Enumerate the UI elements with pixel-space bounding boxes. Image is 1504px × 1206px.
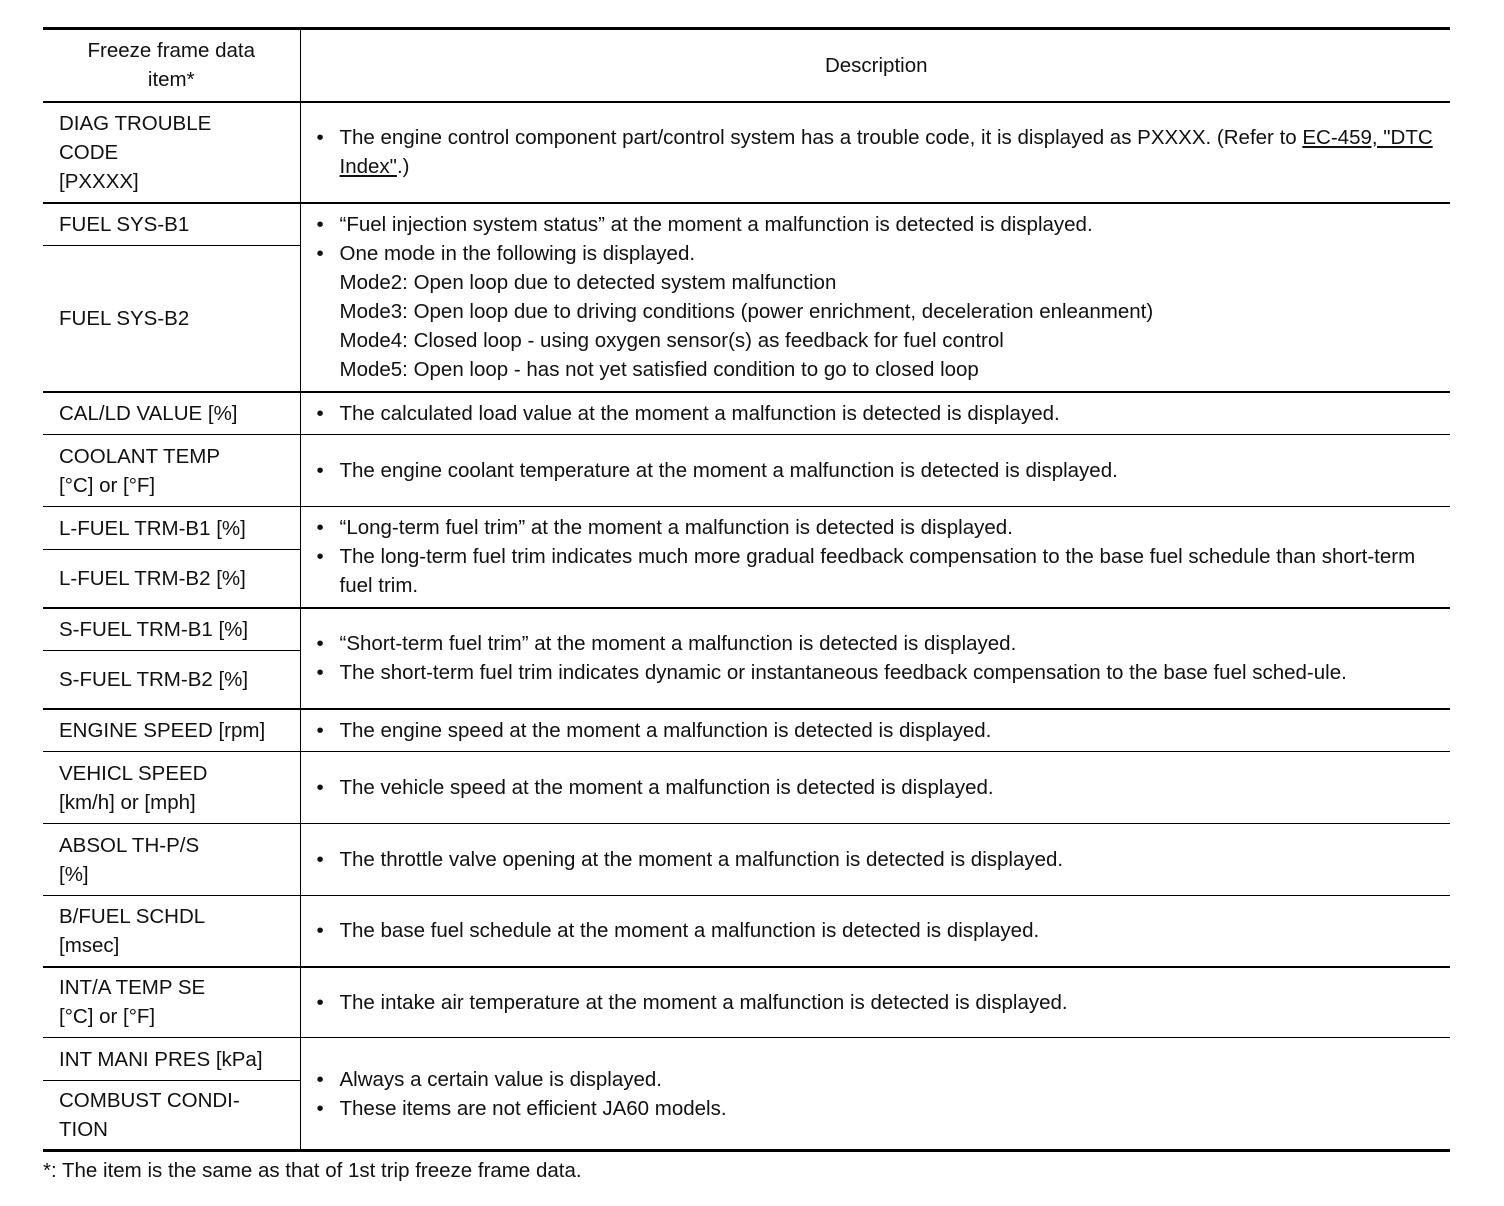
item-s-fuel-trm-b1: S-FUEL TRM-B1 [%] (43, 608, 300, 651)
table-row (43, 752, 1450, 824)
desc-b-fuel-schdl: • The base fuel schedule at the moment a malfunction is detected is displayed. (300, 896, 1450, 967)
item-cal-ld-value: CAL/LD VALUE [%] (43, 392, 300, 435)
header-item: Freeze frame data item* (43, 29, 300, 102)
item-vehicle-speed: VEHICL SPEED [km/h] or [mph] (43, 752, 300, 824)
desc-int-a-temp-se: • The intake air temperature at the moment a malfunction is detected is displayed. (300, 967, 1450, 1038)
table-row (43, 896, 1450, 967)
table-header-row (43, 29, 1450, 102)
desc-engine-speed: • The engine speed at the moment a malfunction is detected is displayed. (300, 709, 1450, 752)
item-coolant-temp: COOLANT TEMP [°C] or [°F] (43, 435, 300, 507)
table-row (43, 608, 1450, 651)
table-row (43, 709, 1450, 752)
desc-fuel-sys: • “Fuel injection system status” at the moment a malfunction is detected is displayed. • One mode in the following is displayed. Mode2: Open loop due to detected system malfunction Mode3: Open loop due to driving conditions (power enrichment, deceleration enleanment) Mode4: Closed loop - using oxygen sensor(s) as feedback for fuel control Mode5: Open loop - has not yet satisfied condition to go to closed loop (300, 203, 1450, 392)
item-diag-trouble-code: DIAG TROUBLE CODE [PXXXX] (43, 102, 300, 203)
item-fuel-sys-b2: FUEL SYS-B2 (43, 246, 300, 392)
item-fuel-sys-b1: FUEL SYS-B1 (43, 203, 300, 246)
item-l-fuel-trm-b1: L-FUEL TRM-B1 [%] (43, 507, 300, 550)
desc-diag-trouble-code: • The engine control component part/control system has a trouble code, it is displayed as PXXXX. (Refer to EC-459, "DTC Index".) (300, 102, 1450, 203)
item-b-fuel-schdl: B/FUEL SCHDL [msec] (43, 896, 300, 967)
table-row (43, 102, 1450, 203)
item-combust-condition: COMBUST CONDI- TION (43, 1081, 300, 1151)
table-row (43, 203, 1450, 246)
desc-cal-ld-value: • The calculated load value at the moment a malfunction is detected is displayed. (300, 392, 1450, 435)
table-footnote: *: The item is the same as that of 1st trip freeze frame data. (43, 1159, 582, 1182)
table-row (43, 967, 1450, 1038)
item-int-a-temp-se: INT/A TEMP SE [°C] or [°F] (43, 967, 300, 1038)
item-int-mani-pres: INT MANI PRES [kPa] (43, 1038, 300, 1081)
table-row (43, 824, 1450, 896)
item-l-fuel-trm-b2: L-FUEL TRM-B2 [%] (43, 550, 300, 608)
desc-short-term-fuel-trim: • “Short-term fuel trim” at the moment a malfunction is detected is displayed. • The short-term fuel trim indicates dynamic or instantaneous feedback compensation to the base fuel sched-ule. (300, 608, 1450, 709)
desc-int-mani-combust: • Always a certain value is displayed. • These items are not efficient JA60 models. (300, 1038, 1450, 1151)
header-description: Description (300, 29, 1450, 102)
item-s-fuel-trm-b2: S-FUEL TRM-B2 [%] (43, 651, 300, 709)
dtc-index-link[interactable]: EC-459, "DTC Index" (339, 126, 1433, 178)
desc-absol-th-ps: • The throttle valve opening at the moment a malfunction is detected is displayed. (300, 824, 1450, 896)
table-row (43, 435, 1450, 507)
desc-vehicle-speed: • The vehicle speed at the moment a malfunction is detected is displayed. (300, 752, 1450, 824)
table-row (43, 392, 1450, 435)
item-engine-speed: ENGINE SPEED [rpm] (43, 709, 300, 752)
desc-coolant-temp: • The engine coolant temperature at the moment a malfunction is detected is displayed. (300, 435, 1450, 507)
table-row (43, 507, 1450, 550)
freeze-frame-data-table (43, 27, 1450, 1152)
desc-long-term-fuel-trim: • “Long-term fuel trim” at the moment a malfunction is detected is displayed. • The long-term fuel trim indicates much more gradual feedback compensation to the base fuel schedule than short-term fuel trim. (300, 507, 1450, 608)
table-row (43, 1038, 1450, 1081)
item-absol-th-ps: ABSOL TH-P/S [%] (43, 824, 300, 896)
